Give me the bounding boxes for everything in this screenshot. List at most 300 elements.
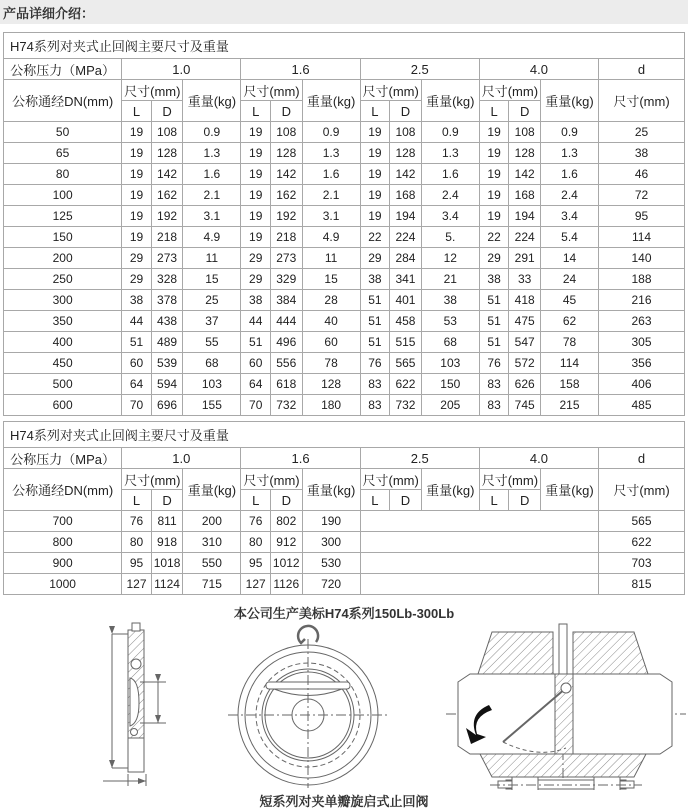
table-cell: 1126 (270, 574, 302, 595)
table-cell: 918 (151, 532, 183, 553)
table-cell: 5.4 (540, 227, 598, 248)
table-cell: 1.6 (421, 164, 479, 185)
table-cell: 29 (241, 269, 271, 290)
d-column-header: d (599, 59, 685, 80)
table-cell: 38 (360, 269, 390, 290)
table-cell: 108 (509, 122, 541, 143)
table-cell: 142 (151, 164, 183, 185)
table-cell: 19 (479, 164, 509, 185)
table-row (4, 574, 685, 595)
table-cell: 22 (360, 227, 390, 248)
table-cell: 458 (390, 311, 422, 332)
d-header: D (509, 490, 541, 511)
table-cell: 556 (270, 353, 302, 374)
table-row (4, 395, 685, 416)
table-cell: 200 (183, 511, 241, 532)
table-cell: 21 (421, 269, 479, 290)
d-header: D (390, 490, 422, 511)
table-cell: 76 (360, 353, 390, 374)
table-cell: 300 (4, 290, 122, 311)
table-cell: 912 (270, 532, 302, 553)
table-cell: 732 (390, 395, 422, 416)
table-cell: 3.4 (540, 206, 598, 227)
table-cell: 539 (151, 353, 183, 374)
table-row (4, 185, 685, 206)
table-cell: 14 (540, 248, 598, 269)
table-cell: 2.1 (183, 185, 241, 206)
table-cell: 19 (479, 122, 509, 143)
table-cell: 444 (270, 311, 302, 332)
table-cell: 29 (360, 248, 390, 269)
table-cell: 142 (509, 164, 541, 185)
weight-header: 重量(kg) (302, 469, 360, 511)
table-cell: 2.4 (540, 185, 598, 206)
table-row (4, 553, 685, 574)
table-cell: 215 (540, 395, 598, 416)
size-header: 尺寸(mm) (479, 469, 540, 490)
table-cell: 406 (599, 374, 685, 395)
table-cell: 720 (302, 574, 360, 595)
table-cell: 19 (122, 164, 152, 185)
table-cell: 500 (4, 374, 122, 395)
size-header: 尺寸(mm) (122, 80, 183, 101)
table-cell: 11 (183, 248, 241, 269)
table-cell: 310 (183, 532, 241, 553)
table-cell: 127 (122, 574, 152, 595)
table-cell: 33 (509, 269, 541, 290)
table-cell: 700 (4, 511, 122, 532)
table-cell: 565 (599, 511, 685, 532)
pressure-header-row (4, 448, 685, 469)
table-cell: 53 (421, 311, 479, 332)
table-cell: 194 (390, 206, 422, 227)
size-header: 尺寸(mm) (360, 469, 421, 490)
table-cell: 1012 (270, 553, 302, 574)
table-cell: 128 (302, 374, 360, 395)
table-cell: 150 (4, 227, 122, 248)
table-cell: 218 (151, 227, 183, 248)
table-cell: 515 (390, 332, 422, 353)
table-cell: 15 (302, 269, 360, 290)
table-cell: 83 (360, 395, 390, 416)
d-header: D (270, 490, 302, 511)
table-row (4, 227, 685, 248)
table-cell: 44 (241, 311, 271, 332)
subheader-row (4, 469, 685, 490)
table-cell: 194 (509, 206, 541, 227)
table-cell: 284 (390, 248, 422, 269)
table-cell: 19 (122, 227, 152, 248)
table-cell: 51 (360, 332, 390, 353)
table1-title: H74系列对夹式止回阀主要尺寸及重量 (4, 33, 685, 59)
table-cell: 51 (479, 311, 509, 332)
l-header: L (479, 101, 509, 122)
dn-label-cell: 公称通经DN(mm) (4, 469, 122, 511)
table-cell: 3.1 (183, 206, 241, 227)
table-cell: 64 (122, 374, 152, 395)
table-cell: 3.1 (302, 206, 360, 227)
table-cell: 305 (599, 332, 685, 353)
table-cell: 128 (509, 143, 541, 164)
size-header: 尺寸(mm) (360, 80, 421, 101)
table-cell: 11 (302, 248, 360, 269)
table-cell: 100 (4, 185, 122, 206)
table-cell: 168 (509, 185, 541, 206)
table-cell: 22 (479, 227, 509, 248)
table-cell: 51 (479, 332, 509, 353)
d-column-header: d (599, 448, 685, 469)
pressure-1.6-cell: 1.6 (241, 59, 360, 80)
table-cell: 125 (4, 206, 122, 227)
table-cell: 1.3 (421, 143, 479, 164)
table-cell: 438 (151, 311, 183, 332)
d-header: D (509, 101, 541, 122)
drawings-caption: 短系列对夹单瓣旋启式止回阀 (259, 794, 429, 809)
table-cell: 78 (540, 332, 598, 353)
table-cell: 72 (599, 185, 685, 206)
d-header: D (390, 101, 422, 122)
table-cell: 547 (509, 332, 541, 353)
table-cell: 128 (151, 143, 183, 164)
table-title-row (4, 33, 685, 59)
weight-header: 重量(kg) (421, 469, 479, 511)
table-cell: 51 (360, 311, 390, 332)
drawings-title: 本公司生产美标H74系列150Lb-300Lb (233, 606, 455, 621)
table-cell: 328 (151, 269, 183, 290)
table2-container (3, 421, 686, 595)
size-header: 尺寸(mm) (122, 469, 183, 490)
l-header: L (122, 490, 152, 511)
table-cell: 80 (4, 164, 122, 185)
weight-header: 重量(kg) (540, 469, 598, 511)
table-cell: 600 (4, 395, 122, 416)
table-cell: 350 (4, 311, 122, 332)
table-cell: 127 (241, 574, 271, 595)
table-cell: 50 (4, 122, 122, 143)
table1-container (3, 32, 686, 416)
pressure-2.5-cell: 2.5 (360, 59, 479, 80)
table-cell: 205 (421, 395, 479, 416)
table-cell: 70 (241, 395, 271, 416)
table-cell: 114 (599, 227, 685, 248)
empty-cell (360, 553, 598, 574)
table-cell: 530 (302, 553, 360, 574)
table-row (4, 532, 685, 553)
table-cell: 95 (241, 553, 271, 574)
table-cell: 76 (241, 511, 271, 532)
table-cell: 496 (270, 332, 302, 353)
table-cell: 158 (540, 374, 598, 395)
pressure-header-row (4, 59, 685, 80)
drawing-front-view-icon (228, 626, 390, 788)
table-row (4, 290, 685, 311)
table-cell: 83 (479, 395, 509, 416)
table-cell: 142 (270, 164, 302, 185)
table-cell: 46 (599, 164, 685, 185)
table-cell: 1.3 (302, 143, 360, 164)
table-title-row (4, 422, 685, 448)
d-size-header: 尺寸(mm) (599, 469, 685, 511)
table-cell: 60 (122, 353, 152, 374)
table2-body (4, 511, 685, 595)
table2-title: H74系列对夹式止回阀主要尺寸及重量 (4, 422, 685, 448)
table-cell: 95 (599, 206, 685, 227)
table-cell: 485 (599, 395, 685, 416)
table-cell: 300 (302, 532, 360, 553)
table-cell: 38 (241, 290, 271, 311)
table-cell: 0.9 (302, 122, 360, 143)
table-row (4, 374, 685, 395)
table-cell: 0.9 (183, 122, 241, 143)
table-cell: 103 (421, 353, 479, 374)
table-cell: 162 (270, 185, 302, 206)
table-cell: 12 (421, 248, 479, 269)
table-cell: 802 (270, 511, 302, 532)
table-cell: 378 (151, 290, 183, 311)
table-cell: 95 (122, 553, 152, 574)
table-row (4, 164, 685, 185)
table-cell: 732 (270, 395, 302, 416)
table-cell: 800 (4, 532, 122, 553)
table-cell: 40 (302, 311, 360, 332)
table-cell: 28 (302, 290, 360, 311)
table-cell: 19 (122, 122, 152, 143)
table-row (4, 269, 685, 290)
table-cell: 45 (540, 290, 598, 311)
drawings-section (0, 603, 688, 810)
table-cell: 19 (360, 164, 390, 185)
table-cell: 224 (509, 227, 541, 248)
table-cell: 815 (599, 574, 685, 595)
table-cell: 489 (151, 332, 183, 353)
empty-cell (360, 511, 598, 532)
table-row (4, 511, 685, 532)
table-cell: 4.9 (183, 227, 241, 248)
technical-drawings (0, 622, 688, 790)
table-cell: 128 (390, 143, 422, 164)
table-cell: 128 (270, 143, 302, 164)
table-cell: 60 (241, 353, 271, 374)
table-cell: 38 (421, 290, 479, 311)
table-cell: 51 (241, 332, 271, 353)
table-cell: 622 (390, 374, 422, 395)
table-cell: 4.9 (302, 227, 360, 248)
table-cell: 190 (302, 511, 360, 532)
table-cell: 1.6 (302, 164, 360, 185)
empty-cell (360, 574, 598, 595)
l-header: L (241, 101, 271, 122)
table-cell: 401 (390, 290, 422, 311)
pressure-4.0-cell: 4.0 (479, 448, 598, 469)
table-cell: 19 (241, 227, 271, 248)
table-cell: 38 (599, 143, 685, 164)
table-cell: 76 (479, 353, 509, 374)
table-cell: 572 (509, 353, 541, 374)
table-cell: 19 (241, 143, 271, 164)
table-cell: 51 (479, 290, 509, 311)
weight-header: 重量(kg) (302, 80, 360, 122)
table-cell: 19 (360, 122, 390, 143)
table-cell: 19 (241, 185, 271, 206)
table-cell: 1.6 (183, 164, 241, 185)
table-cell: 60 (302, 332, 360, 353)
weight-header: 重量(kg) (540, 80, 598, 122)
table-cell: 715 (183, 574, 241, 595)
table-cell: 24 (540, 269, 598, 290)
size-header: 尺寸(mm) (479, 80, 540, 101)
empty-cell (360, 532, 598, 553)
table-cell: 38 (479, 269, 509, 290)
table-cell: 1000 (4, 574, 122, 595)
table-cell: 29 (479, 248, 509, 269)
table-cell: 192 (270, 206, 302, 227)
drawing-side-section-icon (103, 623, 166, 786)
table-cell: 618 (270, 374, 302, 395)
pressure-1.0-cell: 1.0 (122, 59, 241, 80)
table-cell: 703 (599, 553, 685, 574)
table-cell: 218 (270, 227, 302, 248)
table-row (4, 353, 685, 374)
table-row (4, 206, 685, 227)
table-cell: 1018 (151, 553, 183, 574)
table-cell: 696 (151, 395, 183, 416)
table-cell: 1.6 (540, 164, 598, 185)
table-cell: 38 (122, 290, 152, 311)
table-cell: 188 (599, 269, 685, 290)
table-cell: 19 (360, 143, 390, 164)
table-cell: 19 (122, 143, 152, 164)
subheader-row (4, 80, 685, 101)
table-cell: 103 (183, 374, 241, 395)
table-cell: 19 (479, 206, 509, 227)
table-cell: 83 (360, 374, 390, 395)
table-cell: 1124 (151, 574, 183, 595)
table-cell: 19 (241, 206, 271, 227)
table-cell: 83 (479, 374, 509, 395)
table-row (4, 311, 685, 332)
l-header: L (479, 490, 509, 511)
table-cell: 19 (360, 185, 390, 206)
table-cell: 78 (302, 353, 360, 374)
spec-table-1 (3, 32, 685, 416)
table-cell: 811 (151, 511, 183, 532)
table-cell: 108 (151, 122, 183, 143)
table-cell: 329 (270, 269, 302, 290)
table1-body (4, 122, 685, 416)
table-cell: 19 (360, 206, 390, 227)
pressure-1.0-cell: 1.0 (122, 448, 241, 469)
size-header: 尺寸(mm) (241, 80, 302, 101)
table-cell: 76 (122, 511, 152, 532)
table-cell: 162 (151, 185, 183, 206)
page-header: 产品详细介绍： (0, 0, 688, 24)
l-header: L (241, 490, 271, 511)
table-cell: 1.3 (183, 143, 241, 164)
table-cell: 400 (4, 332, 122, 353)
l-header: L (122, 101, 152, 122)
spec-table-2 (3, 421, 685, 595)
pressure-1.6-cell: 1.6 (241, 448, 360, 469)
table-cell: 108 (270, 122, 302, 143)
table-cell: 64 (241, 374, 271, 395)
table-row (4, 122, 685, 143)
table-cell: 19 (122, 206, 152, 227)
table-cell: 68 (183, 353, 241, 374)
l-header: L (360, 101, 390, 122)
table-cell: 594 (151, 374, 183, 395)
weight-header: 重量(kg) (183, 80, 241, 122)
table-cell: 19 (122, 185, 152, 206)
table-cell: 80 (241, 532, 271, 553)
table-cell: 15 (183, 269, 241, 290)
table-cell: 19 (241, 122, 271, 143)
table-cell: 2.4 (421, 185, 479, 206)
table-cell: 418 (509, 290, 541, 311)
table-cell: 216 (599, 290, 685, 311)
table-cell: 900 (4, 553, 122, 574)
weight-header: 重量(kg) (421, 80, 479, 122)
table-cell: 565 (390, 353, 422, 374)
table-cell: 291 (509, 248, 541, 269)
table-cell: 142 (390, 164, 422, 185)
table-cell: 0.9 (421, 122, 479, 143)
table-cell: 0.9 (540, 122, 598, 143)
table-cell: 356 (599, 353, 685, 374)
table-cell: 25 (599, 122, 685, 143)
table-cell: 626 (509, 374, 541, 395)
table-cell: 550 (183, 553, 241, 574)
table-cell: 55 (183, 332, 241, 353)
table-cell: 29 (122, 248, 152, 269)
table-cell: 384 (270, 290, 302, 311)
table-cell: 44 (122, 311, 152, 332)
table-cell: 140 (599, 248, 685, 269)
table-cell: 273 (151, 248, 183, 269)
table-cell: 341 (390, 269, 422, 290)
table-cell: 70 (122, 395, 152, 416)
d-header: D (270, 101, 302, 122)
size-header: 尺寸(mm) (241, 469, 302, 490)
pressure-2.5-cell: 2.5 (360, 448, 479, 469)
table-cell: 5. (421, 227, 479, 248)
pressure-label-cell: 公称压力（MPa） (4, 448, 122, 469)
table-row (4, 248, 685, 269)
d-size-header: 尺寸(mm) (599, 80, 685, 122)
table-cell: 65 (4, 143, 122, 164)
table-cell: 192 (151, 206, 183, 227)
table-cell: 150 (421, 374, 479, 395)
table-cell: 19 (241, 164, 271, 185)
table-cell: 745 (509, 395, 541, 416)
table-cell: 68 (421, 332, 479, 353)
l-header: L (360, 490, 390, 511)
table-cell: 19 (479, 143, 509, 164)
d-header: D (151, 490, 183, 511)
table-cell: 51 (122, 332, 152, 353)
table-cell: 19 (479, 185, 509, 206)
pressure-label-cell: 公称压力（MPa） (4, 59, 122, 80)
table-cell: 3.4 (421, 206, 479, 227)
weight-header: 重量(kg) (183, 469, 241, 511)
table-cell: 475 (509, 311, 541, 332)
table-cell: 168 (390, 185, 422, 206)
table-cell: 114 (540, 353, 598, 374)
table-cell: 1.3 (540, 143, 598, 164)
table-cell: 622 (599, 532, 685, 553)
table-cell: 224 (390, 227, 422, 248)
table-row (4, 332, 685, 353)
drawing-installed-section-icon (446, 624, 686, 790)
